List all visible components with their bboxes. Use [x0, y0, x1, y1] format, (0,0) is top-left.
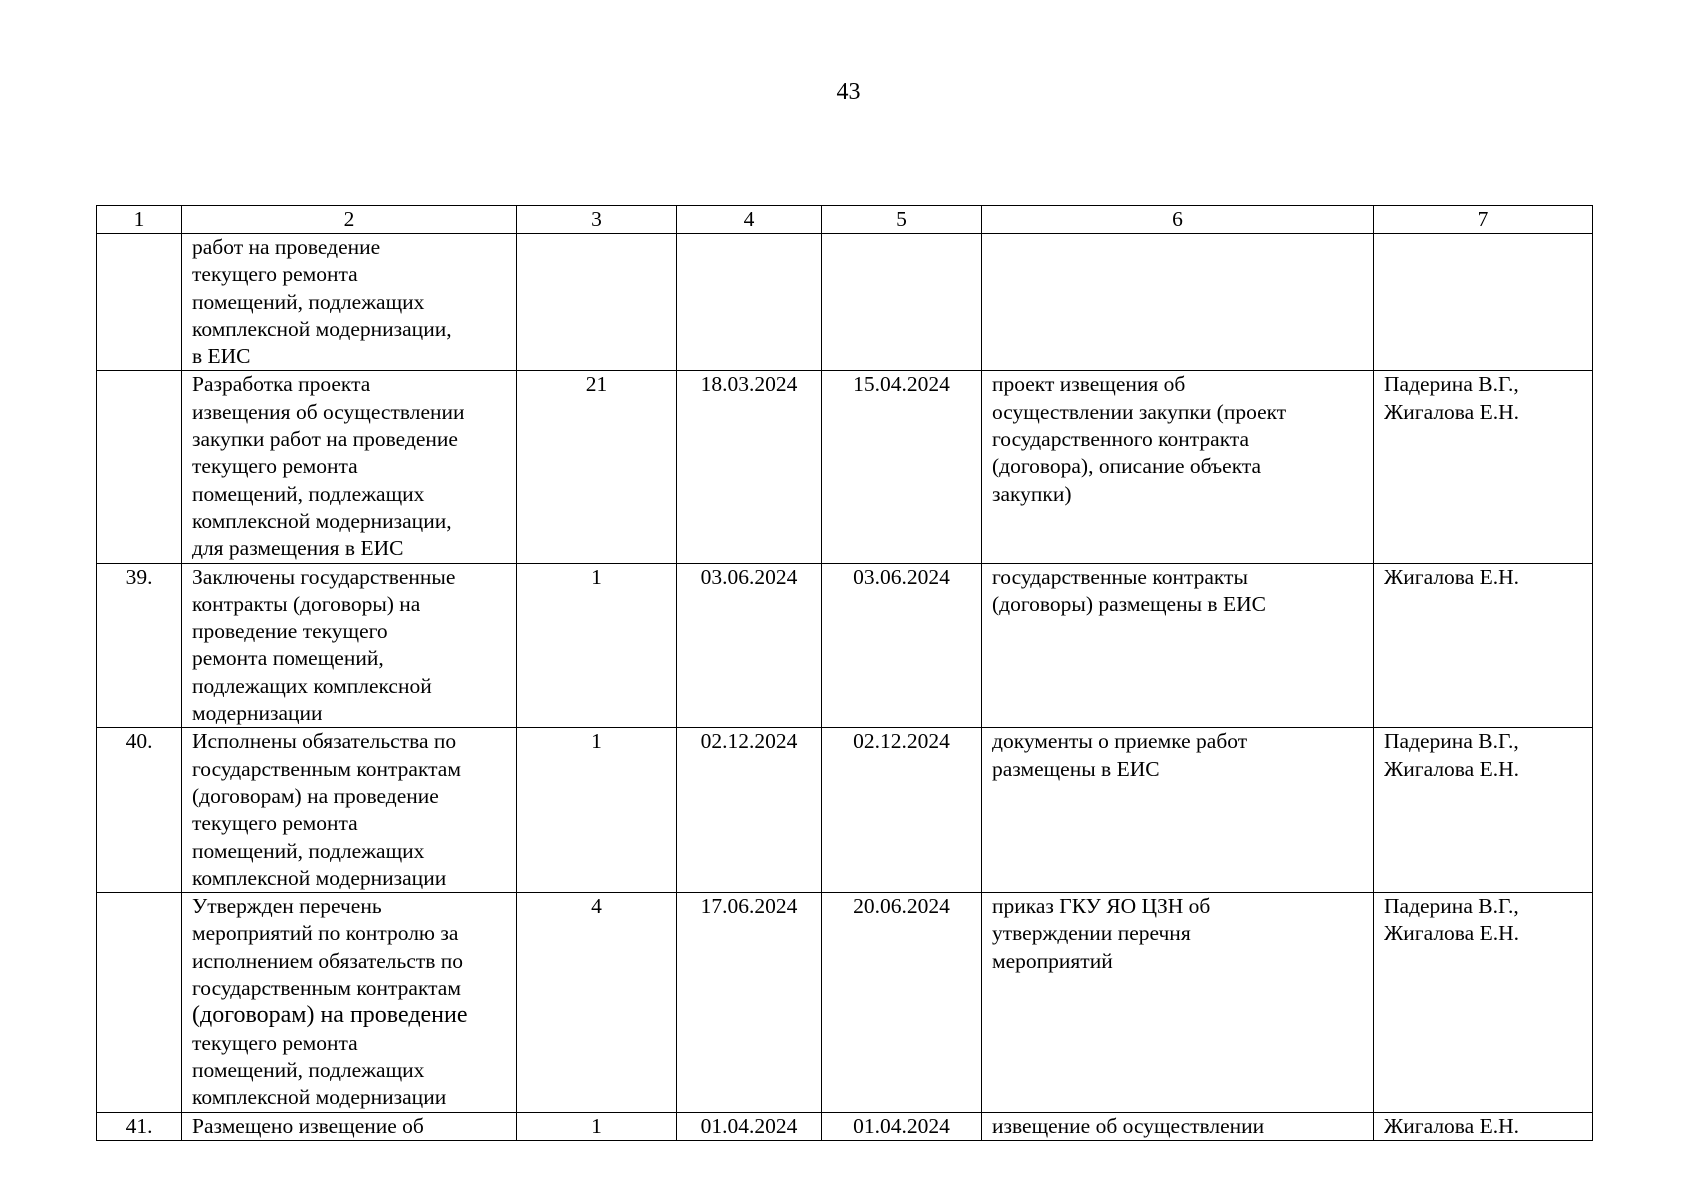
description-line: текущего ремонта — [192, 454, 358, 479]
description-line: в ЕИС — [192, 344, 251, 369]
description-line: помещений, подлежащих — [192, 838, 425, 863]
event-description-cell — [182, 234, 517, 371]
start-date-cell: 03.06.2024 — [677, 563, 822, 728]
column-header: 3 — [517, 206, 677, 234]
responsible-line: Жигалова Е.Н. — [1384, 756, 1519, 781]
row-number-cell: 40. — [97, 728, 182, 893]
plan-table — [96, 205, 1593, 1141]
column-header: 7 — [1374, 206, 1593, 234]
description-line: извещения об осуществлении — [192, 399, 465, 424]
description-line: Исполнены обязательства по — [192, 729, 457, 754]
column-header: 2 — [182, 206, 517, 234]
result-line: проект извещения об — [992, 372, 1186, 397]
event-description-cell — [182, 893, 517, 1112]
column-number-header-row — [97, 206, 1593, 234]
description-line: Заключены государственные — [192, 564, 456, 589]
result-line: (договоры) размещены в ЕИС — [992, 591, 1266, 616]
description-line: Размещено извещение об — [192, 1113, 424, 1138]
end-date-cell: 20.06.2024 — [822, 893, 982, 1112]
event-description-cell — [182, 563, 517, 728]
description-line: (договорам) на проведение — [192, 1002, 468, 1029]
description-line: государственным контрактам — [192, 756, 461, 781]
result-line: приказ ГКУ ЯО ЦЗН об — [992, 894, 1211, 919]
duration-cell: 1 — [517, 563, 677, 728]
description-line: Разработка проекта — [192, 372, 371, 397]
end-date-cell: 15.04.2024 — [822, 371, 982, 563]
table-row — [97, 893, 1593, 1112]
description-line: Утвержден перечень — [192, 894, 382, 919]
description-line: закупки работ на проведение — [192, 427, 458, 452]
duration-cell: 1 — [517, 1112, 677, 1140]
description-line: работ на проведение — [192, 235, 381, 259]
duration-cell — [517, 234, 677, 371]
result-line: утверждении перечня — [992, 921, 1191, 946]
result-cell — [982, 893, 1374, 1112]
result-cell — [982, 371, 1374, 563]
start-date-cell: 01.04.2024 — [677, 1112, 822, 1140]
responsible-line: Падерина В.Г., — [1384, 372, 1519, 397]
description-line: для размещения в ЕИС — [192, 536, 404, 561]
description-line: комплексной модернизации — [192, 1085, 447, 1110]
duration-cell: 21 — [517, 371, 677, 563]
description-line: (договорам) на проведение — [192, 783, 439, 808]
event-description-cell — [182, 728, 517, 893]
column-header: 5 — [822, 206, 982, 234]
row-number-cell — [97, 371, 182, 563]
result-line: государственного контракта — [992, 427, 1250, 452]
result-line: осуществлении закупки (проект — [992, 399, 1287, 424]
row-number-cell: 41. — [97, 1112, 182, 1140]
responsible-line: Жигалова Е.Н. — [1384, 399, 1519, 424]
description-line: модернизации — [192, 701, 323, 726]
responsible-cell — [1374, 728, 1593, 893]
description-line: текущего ремонта — [192, 811, 358, 836]
responsible-cell — [1374, 563, 1593, 728]
start-date-cell: 02.12.2024 — [677, 728, 822, 893]
description-line: текущего ремонта — [192, 262, 358, 287]
end-date-cell: 02.12.2024 — [822, 728, 982, 893]
description-line: помещений, подлежащих — [192, 289, 425, 314]
start-date-cell — [677, 234, 822, 371]
column-header: 1 — [97, 206, 182, 234]
result-cell — [982, 728, 1374, 893]
description-line: помещений, подлежащих — [192, 1057, 425, 1082]
description-line: комплексной модернизации, — [192, 316, 452, 341]
description-line: ремонта помещений, — [192, 646, 384, 671]
result-line: размещены в ЕИС — [992, 756, 1160, 781]
description-line: комплексной модернизации — [192, 865, 447, 890]
responsible-line: Падерина В.Г., — [1384, 729, 1519, 754]
responsible-line: Падерина В.Г., — [1384, 894, 1519, 919]
event-description-cell — [182, 371, 517, 563]
start-date-cell: 18.03.2024 — [677, 371, 822, 563]
row-number-cell — [97, 234, 182, 371]
end-date-cell: 01.04.2024 — [822, 1112, 982, 1140]
responsible-cell — [1374, 1112, 1593, 1140]
description-line: контракты (договоры) на — [192, 591, 421, 616]
column-header: 6 — [982, 206, 1374, 234]
result-cell — [982, 563, 1374, 728]
table-row — [97, 1112, 1593, 1140]
result-line: извещение об осуществлении — [992, 1113, 1265, 1138]
description-line: исполнением обязательств по — [192, 948, 464, 973]
description-line: проведение текущего — [192, 619, 388, 644]
responsible-cell — [1374, 893, 1593, 1112]
description-line: мероприятий по контролю за — [192, 921, 459, 946]
duration-cell: 4 — [517, 893, 677, 1112]
result-line: государственные контракты — [992, 564, 1248, 589]
responsible-cell — [1374, 234, 1593, 371]
table-row — [97, 234, 1593, 371]
table-row — [97, 563, 1593, 728]
column-header: 4 — [677, 206, 822, 234]
result-cell — [982, 1112, 1374, 1140]
result-line: мероприятий — [992, 948, 1113, 973]
page-number: 43 — [836, 79, 861, 105]
row-number-cell — [97, 893, 182, 1112]
result-cell — [982, 234, 1374, 371]
responsible-cell — [1374, 371, 1593, 563]
description-line: комплексной модернизации, — [192, 508, 452, 533]
responsible-line: Жигалова Е.Н. — [1384, 1113, 1519, 1138]
end-date-cell — [822, 234, 982, 371]
result-line: закупки) — [992, 481, 1072, 506]
row-number-cell: 39. — [97, 563, 182, 728]
duration-cell: 1 — [517, 728, 677, 893]
responsible-line: Жигалова Е.Н. — [1384, 921, 1519, 946]
result-line: (договора), описание объекта — [992, 454, 1262, 479]
result-line: документы о приемке работ — [992, 729, 1248, 754]
table-row — [97, 728, 1593, 893]
description-line: текущего ремонта — [192, 1030, 358, 1055]
description-line: подлежащих комплексной — [192, 673, 432, 698]
responsible-line: Жигалова Е.Н. — [1384, 564, 1519, 589]
event-description-cell — [182, 1112, 517, 1140]
table-row — [97, 371, 1593, 563]
end-date-cell: 03.06.2024 — [822, 563, 982, 728]
description-line: помещений, подлежащих — [192, 481, 425, 506]
description-line: государственным контрактам — [192, 976, 461, 1001]
start-date-cell: 17.06.2024 — [677, 893, 822, 1112]
